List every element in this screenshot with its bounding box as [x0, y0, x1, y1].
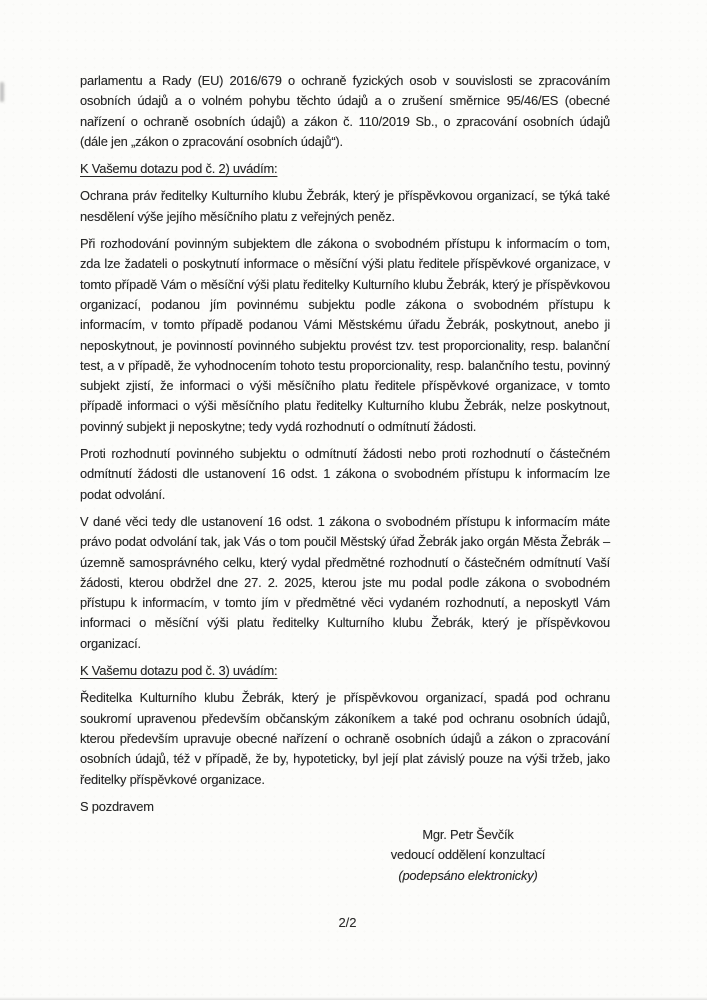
signature-electronic-note: (podepsáno elektronicky)	[398, 867, 538, 883]
section-3-heading: K Vašemu dotazu pod č. 3) uvádím:	[80, 663, 278, 679]
section-2-paragraph-3: Proti rozhodnutí povinného subjektu o odmítnutí žádosti nebo proti rozhodnutí o částečném odmítnutí žádosti dle ustanovení 16 odst. 1 zákona o svobodném přístupu k informacím lze podat odvolání.	[80, 446, 610, 502]
section-2-paragraph-4: V dané věci tedy dle ustanovení 16 odst. 1 zákona o svobodném přístupu k informacím máte právo podat odvolání tak, jak Vás o tom poučil Městský úřad Žebrák jako orgán Města Žebrák – územně samosprávného celku, který vydal předmětné rozhodnutí o částečném odmítnutí Vaší žádosti, kterou obdržel dne 27. 2. 2025, kterou jste mu podal podle zákona o svobodném přístupu k informacím, v tomto jím v předmětné věci vydaném rozhodnutí, a neposkytl Vám informaci o měsíční výši platu ředitelky Kulturního klubu Žebrák, který je příspěvkovou organizací.	[80, 513, 610, 651]
section-2-heading: K Vašemu dotazu pod č. 2) uvádím:	[80, 161, 278, 177]
scan-edge-artifact	[0, 82, 4, 102]
section-3-paragraph-1: Ředitelka Kulturního klubu Žebrák, který je příspěvkovou organizací, spadá pod ochranu soukromí upravenou především občanským zákoníkem a také pod ochranu osobních údajů, kterou především upravuje obecné nařízení o ochraně osobních údajů a zákon o zpracování osobních údajů, též v případě, že by, hypoteticky, byl její plat závislý pouze na výši tržeb, jako ředitelky příspěvkové organizace.	[80, 690, 610, 787]
continuation-paragraph: parlamentu a Rady (EU) 2016/679 o ochraně fyzických osob v souvislosti se zpracováním osobních údajů a o volném pohybu těchto údajů a o zrušení směrnice 95/46/ES (obecné nařízení o ochraně osobních údajů) a zákon č. 110/2019 Sb., o zpracování osobních údajů (dále jen „zákon o zpracování osobních údajů“).	[80, 73, 610, 149]
signature-block	[343, 825, 593, 886]
section-2-paragraph-2: Při rozhodování povinným subjektem dle zákona o svobodném přístupu k informacím o tom, zda lze žadateli o poskytnutí informace o měsíční výši platu ředitele příspěvkové organizace, v tomto případě Vám o měsíční výši platu ředitelky Kulturního klubu Žebrák, který je příspěvkovou organizací, podanou jím povinnému subjektu podle zákona o svobodném přístupu k informacím, v tomto případě podanou Vámi Městskému úřadu Žebrák, poskytnout, anebo ji neposkytnout, je povinností povinného subjektu provést tzv. test proporcionality, resp. balanční test, a v případě, že vyhodnocením tohoto testu proporcionality, resp. balančního testu, povinný subjekt zjistí, že informaci o výši měsíčního platu ředitele příspěvkové organizace, v tomto případě informaci o výši měsíčního platu ředitelky Kulturního klubu Žebrák, nelze poskytnout, povinný subjekt ji neposkytne; tedy vydá rozhodnutí o odmítnutí žádosti.	[80, 236, 610, 434]
section-2-paragraph-1: Ochrana práv ředitelky Kulturního klubu Žebrák, který je příspěvkovou organizací, se týká také nesdělení výše jejího měsíčního platu z veřejných peněz.	[80, 188, 610, 224]
letter-body	[80, 71, 610, 886]
closing-salutation: S pozdravem	[80, 798, 154, 814]
page-number: 2/2	[338, 915, 357, 930]
signer-title: vedoucí oddělení konzultací	[390, 847, 546, 863]
signer-name: Mgr. Petr Ševčík	[422, 827, 514, 843]
